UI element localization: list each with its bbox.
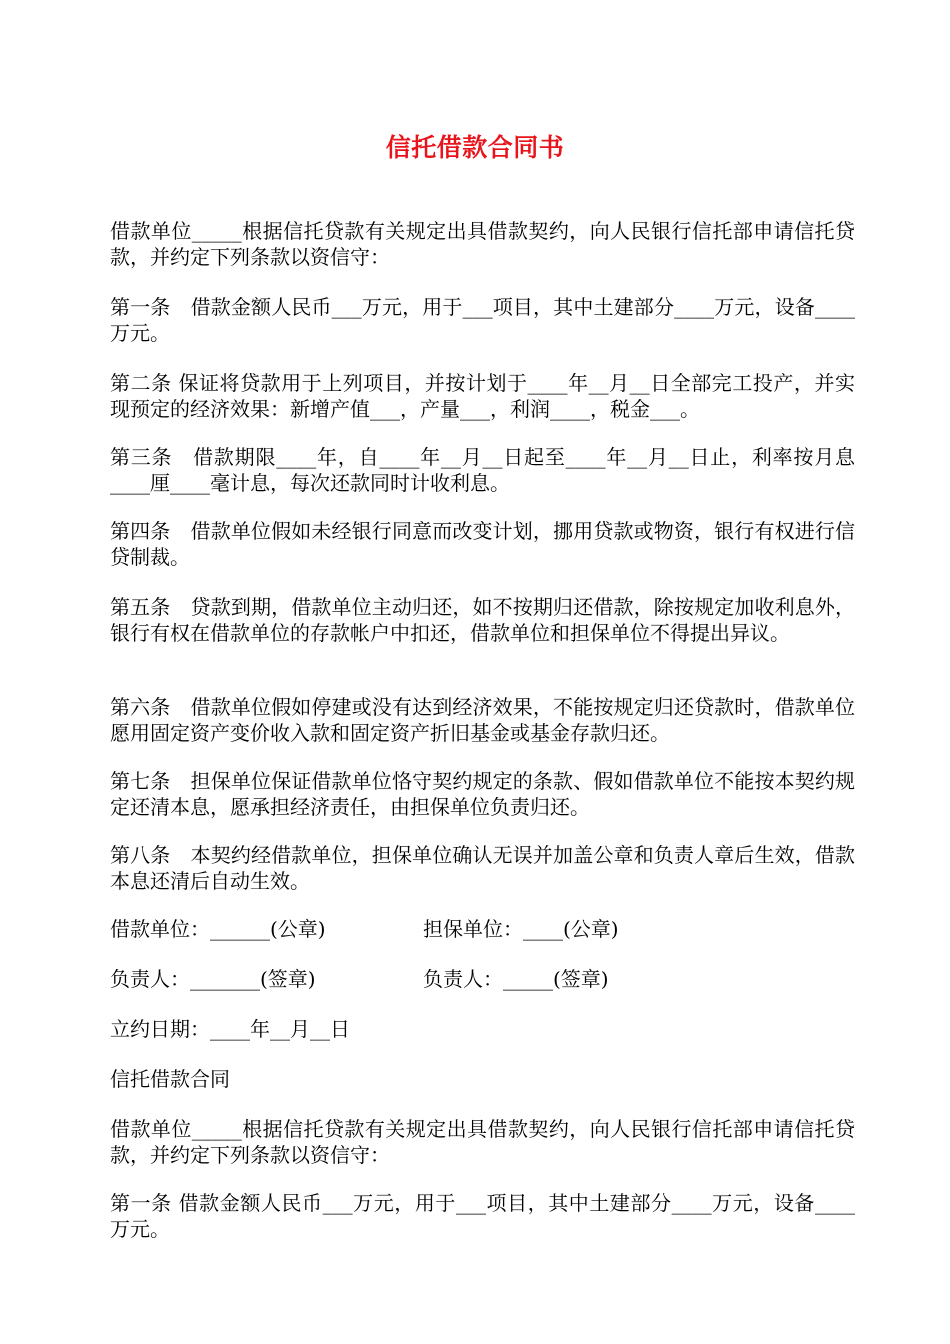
second-copy-intro-paragraph: 借款单位_____根据信托贷款有关规定出具借款契约，向人民银行信托部申请信托贷款，并约定下列条款以资信守： — [110, 1117, 855, 1167]
article-8-paragraph: 第八条 本契约经借款单位，担保单位确认无误并加盖公章和负责人章后生效，借款本息还清后自动生效。 — [110, 843, 855, 893]
borrower-unit-signature-line: 借款单位：______(公章) — [110, 917, 326, 941]
article-4-paragraph: 第四条 借款单位假如未经银行同意而改变计划，挪用贷款或物资，银行有权进行信贷制裁。 — [110, 519, 855, 569]
borrower-person-signature-line: 负责人：_______(签章) — [110, 967, 316, 991]
intro-paragraph: 借款单位_____根据信托贷款有关规定出具借款契约，向人民银行信托部申请信托贷款，并约定下列条款以资信守： — [110, 219, 855, 269]
article-6-paragraph: 第六条 借款单位假如停建或没有达到经济效果，不能按规定归还贷款时，借款单位愿用固定资产变价收入款和固定资产折旧基金或基金存款归还。 — [110, 695, 855, 745]
article-1-paragraph: 第一条 借款金额人民币___万元，用于___项目，其中土建部分____万元，设备____万元。 — [110, 295, 855, 345]
article-7-paragraph: 第七条 担保单位保证借款单位恪守契约规定的条款、假如借款单位不能按本契约规定还清本息，愿承担经济责任，由担保单位负责归还。 — [110, 769, 855, 819]
contract-date-line: 立约日期：____年__月__日 — [110, 1017, 350, 1041]
document-title: 信托借款合同书 — [385, 133, 565, 162]
second-copy-heading: 信托借款合同 — [110, 1067, 230, 1091]
second-copy-article-1-paragraph: 第一条 借款金额人民币___万元，用于___项目，其中土建部分____万元，设备____万元。 — [110, 1191, 855, 1241]
article-5-paragraph: 第五条 贷款到期，借款单位主动归还，如不按期归还借款，除按规定加收利息外，银行有权在借款单位的存款帐户中扣还，借款单位和担保单位不得提出异议。 — [110, 595, 855, 645]
article-3-paragraph: 第三条 借款期限____年，自____年__月__日起至____年__月__日止，利率按月息____厘____毫计息，每次还款同时计收利息。 — [110, 445, 855, 495]
guarantor-person-signature-line: 负责人：_____(签章) — [423, 967, 609, 991]
article-2-paragraph: 第二条 保证将贷款用于上列项目，并按计划于____年__月__日全部完工投产，并实现预定的经济效果：新增产值___，产量___，利润____，税金___。 — [110, 371, 855, 421]
guarantor-unit-signature-line: 担保单位：____(公章) — [423, 917, 619, 941]
